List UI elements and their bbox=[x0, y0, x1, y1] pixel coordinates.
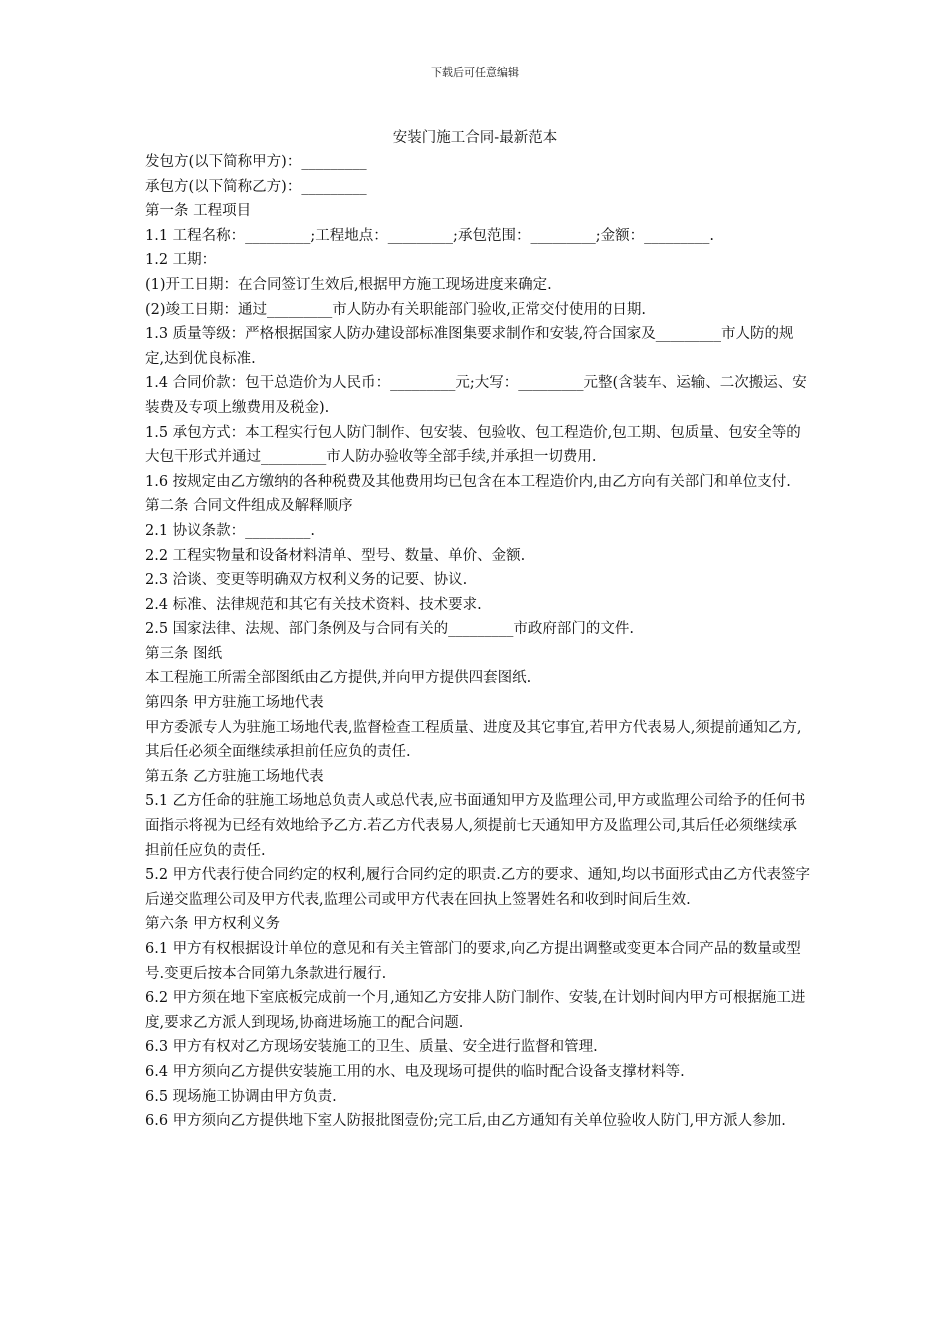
section-heading: 第一条 工程项目 bbox=[145, 203, 252, 220]
paragraph: 6.5 现场施工协调由甲方负责. bbox=[145, 1088, 337, 1105]
section-heading: 第六条 甲方权利义务 bbox=[145, 916, 281, 933]
paragraph: 2.5 国家法律、法规、部门条例及与合同有关的_________市政府部门的文件. bbox=[145, 621, 635, 638]
paragraph: 本工程施工所需全部图纸由乙方提供,并向甲方提供四套图纸. bbox=[145, 670, 532, 687]
paragraph: 5.1 乙方任命的驻施工场地总负责人或总代表,应书面通知甲方及监理公司,甲方或监理公司给予的任何书面指示将视为已经有效地给予乙方.若乙方代表易人,须提前七天通知甲方及监理公司,其后任必须继续承担前任应负的责任. bbox=[145, 793, 806, 859]
paragraph: 1.3 质量等级：严格根据国家人防办建设部标准图集要求制作和安装,符合国家及_________市人防的规定,达到优良标准. bbox=[145, 326, 794, 367]
paragraph: (1)开工日期：在合同签订生效后,根据甲方施工现场进度来确定. bbox=[145, 276, 552, 293]
section-heading: 第四条 甲方驻施工场地代表 bbox=[145, 695, 324, 712]
paragraph: 6.6 甲方须向乙方提供地下室人防报批图壹份;完工后,由乙方通知有关单位验收人防门,甲方派人参加. bbox=[145, 1113, 786, 1130]
document-title: 安装门施工合同-最新范本 bbox=[392, 130, 558, 146]
paragraph: 发包方(以下简称甲方)：_________ bbox=[145, 154, 367, 170]
paragraph: (2)竣工日期：通过_________市人防办有关职能部门验收,正常交付使用的日期. bbox=[145, 301, 647, 318]
paragraph: 承包方(以下简称乙方)：_________ bbox=[145, 178, 367, 195]
section-heading: 第五条 乙方驻施工场地代表 bbox=[145, 768, 324, 785]
document-body bbox=[145, 150, 810, 1134]
section-heading: 第二条 合同文件组成及解释顺序 bbox=[145, 498, 353, 515]
paragraph: 1.6 按规定由乙方缴纳的各种税费及其他费用均已包含在本工程造价内,由乙方向有关部门和单位支付. bbox=[145, 473, 791, 490]
paragraph: 2.3 洽谈、变更等明确双方权利义务的记要、协议. bbox=[145, 572, 468, 589]
paragraph: 2.2 工程实物量和设备材料清单、型号、数量、单价、金额. bbox=[145, 547, 526, 564]
paragraph: 6.1 甲方有权根据设计单位的意见和有关主管部门的要求,向乙方提出调整或变更本合同产品的数量或型号.变更后按本合同第九条款进行履行. bbox=[145, 941, 801, 982]
paragraph: 1.1 工程名称：_________;工程地点：_________;承包范围：_________;金额：_________. bbox=[145, 227, 714, 244]
section-heading: 第三条 图纸 bbox=[145, 645, 223, 662]
paragraph: 5.2 甲方代表行使合同约定的权利,履行合同约定的职责.乙方的要求、通知,均以书面形式由乙方代表签字后递交监理公司及甲方代表,监理公司或甲方代表在回执上签署姓名和收到时间后生效. bbox=[145, 867, 810, 908]
paragraph: 1.4 合同价款：包干总造价为人民币：_________元;大写：_________元整(含装车、运输、二次搬运、安装费及专项上缴费用及税金). bbox=[145, 375, 807, 416]
paragraph: 甲方委派专人为驻施工场地代表,监督检查工程质量、进度及其它事宜,若甲方代表易人,须提前通知乙方,其后任必须全面继续承担前任应负的责任. bbox=[145, 719, 802, 761]
paragraph: 2.1 协议条款：_________. bbox=[145, 522, 316, 539]
paragraph: 6.2 甲方须在地下室底板完成前一个月,通知乙方安排人防门制作、安装,在计划时间内甲方可根据施工进度,要求乙方派人到现场,协商进场施工的配合问题. bbox=[145, 990, 806, 1031]
paragraph: 2.4 标准、法律规范和其它有关技术资料、技术要求. bbox=[145, 596, 482, 613]
page-header: 下载后可任意编辑 bbox=[431, 66, 519, 79]
paragraph: 6.3 甲方有权对乙方现场安装施工的卫生、质量、安全进行监督和管理. bbox=[145, 1039, 598, 1056]
paragraph: 1.2 工期： bbox=[145, 252, 217, 269]
paragraph: 1.5 承包方式：本工程实行包人防门制作、包安装、包验收、包工程造价,包工期、包质量、包安全等的大包干形式并通过_________市人防办验收等全部手续,并承担一切费用. bbox=[145, 424, 801, 466]
paragraph: 6.4 甲方须向乙方提供安装施工用的水、电及现场可提供的临时配合设备支撑材料等. bbox=[145, 1063, 685, 1080]
